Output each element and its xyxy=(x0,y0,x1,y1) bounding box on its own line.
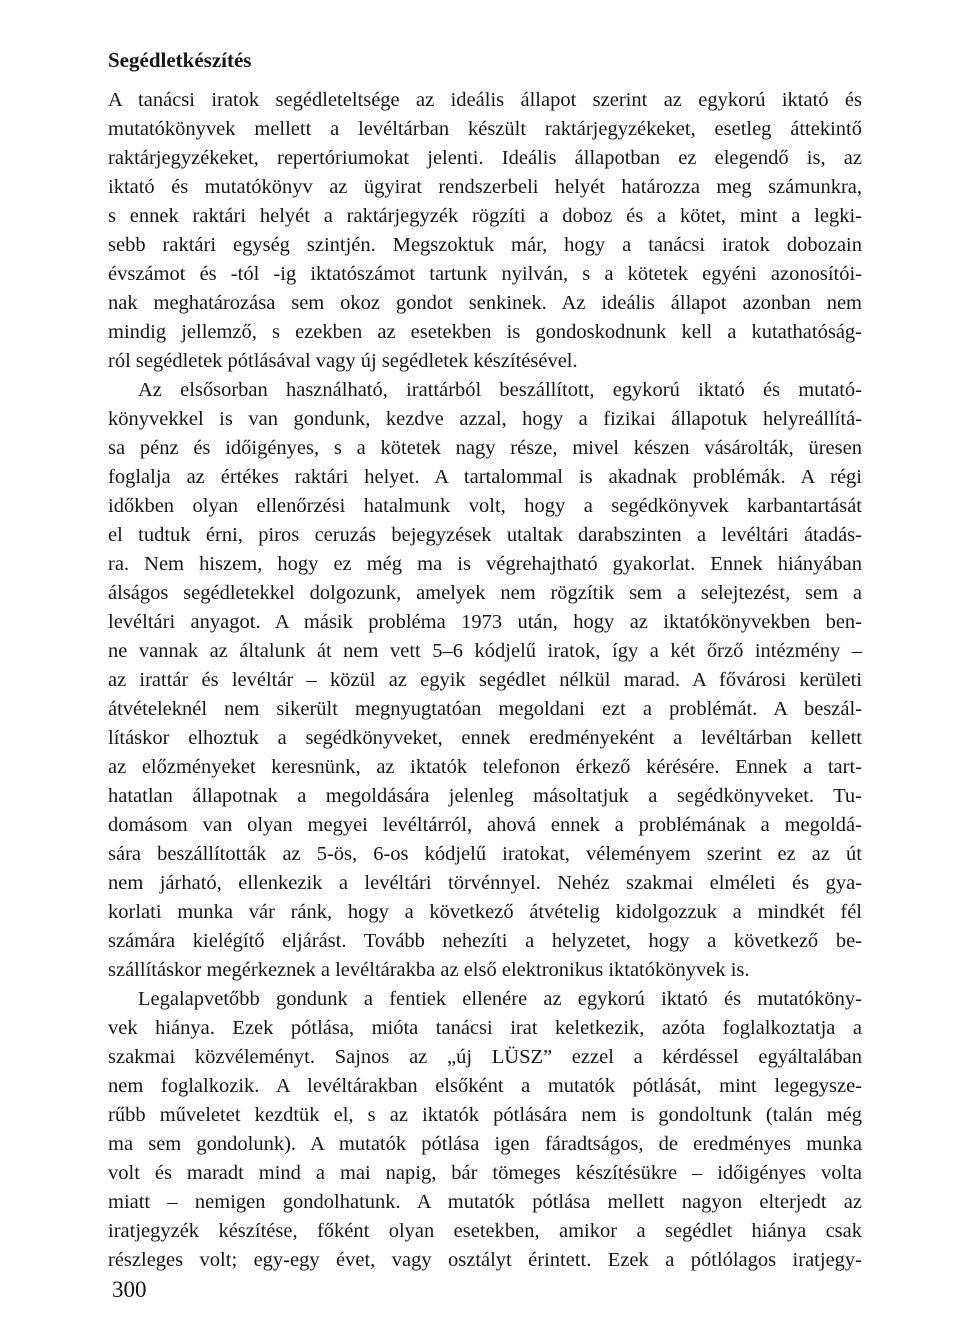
page-number: 300 xyxy=(112,1277,147,1302)
text-line: Legalapvetőbb gondunk a fentiek ellenére az egykorú iktató és mutatóköny- xyxy=(138,988,862,1010)
text-line: lításkor elhoztuk a segédkönyveket, ennek eredményeként a levéltárban kellett xyxy=(108,727,862,749)
text-line: raktárjegyzékeket, repertóriumokat jelenti. Ideális állapotban ez elegendő is, az xyxy=(108,147,862,169)
section-heading: Segédletkészítés xyxy=(108,48,252,72)
text-line: ne vannak az általunk át nem vett 5–6 kódjelű iratok, így a két őrző intézmény – xyxy=(108,640,862,662)
text-line: az előzményeket keresnünk, az iktatók telefonon érkező kérésére. Ennek a tart- xyxy=(108,756,862,778)
text-line: domásom van olyan megyei levéltárról, ahová ennek a problémának a megoldá- xyxy=(108,814,862,836)
text-line: el tudtuk érni, piros ceruzás bejegyzések utaltak darabszinten a levéltári átadás- xyxy=(108,524,862,546)
text-line: ra. Nem hiszem, hogy ez még ma is végrehajtható gyakorlat. Ennek hiányában xyxy=(108,553,862,575)
text-line: sa pénz és időigényes, s a kötetek nagy része, mivel készen vásárolták, üresen xyxy=(108,437,862,459)
text-line: ma sem gondolunk). A mutatók pótlása igen fáradtságos, de eredményes munka xyxy=(108,1133,862,1155)
text-line: időkben olyan ellenőrzési hatalmunk volt, hogy a segédkönyvek karbantartását xyxy=(108,495,862,517)
text-line: ról segédletek pótlásával vagy új segédletek készítésével. xyxy=(108,350,578,372)
text-line: nem járható, ellenkezik a levéltári törvénnyel. Nehéz szakmai elméleti és gya- xyxy=(108,872,862,894)
text-line: miatt – nemigen gondolhatunk. A mutatók pótlása mellett nagyon elterjedt az xyxy=(108,1191,862,1213)
text-line: hatatlan állapotnak a megoldására jelenleg másoltatjuk a segédkönyveket. Tu- xyxy=(108,785,862,807)
text-line: részleges volt; egy-egy évet, vagy osztályt érintett. Ezek a pótlólagos iratjegy- xyxy=(108,1249,862,1271)
text-line: Az elsősorban használható, irattárból beszállított, egykorú iktató és mutató- xyxy=(138,379,862,401)
text-line: sára beszállították az 5-ös, 6-os kódjelű iratokat, véleményem szerint ez az út xyxy=(108,843,862,865)
text-line: mindig jellemző, s ezekben az esetekben is gondoskodnunk kell a kutathatóság- xyxy=(108,321,862,343)
text-line: foglalja az értékes raktári helyet. A tartalommal is akadnak problémák. A régi xyxy=(108,466,862,488)
text-line: számára kielégítő eljárást. Tovább nehezíti a helyzetet, hogy a következő be- xyxy=(108,930,862,952)
text-line: álságos segédletekkel dolgozunk, amelyek nem rögzítik sem a selejtezést, sem a xyxy=(108,582,862,604)
text-line: nem foglalkozik. A levéltárakban elsőként a mutatók pótlását, mint legegysze- xyxy=(108,1075,862,1097)
text-line: sebb raktári egység szintjén. Megszoktuk már, hogy a tanácsi iratok dobozain xyxy=(108,234,862,256)
text-line: iratjegyzék készítése, főként olyan esetekben, amikor a segédlet hiánya csak xyxy=(108,1220,862,1242)
text-line: rűbb műveletet kezdtük el, s az iktatók pótlására nem is gondoltunk (talán még xyxy=(108,1104,862,1126)
text-line: korlati munka vár ránk, hogy a következő átvételig kidolgozzuk a mindkét fél xyxy=(108,901,862,923)
text-line: nak meghatározása sem okoz gondot senkinek. Az ideális állapot azonban nem xyxy=(108,292,862,314)
text-line: volt és maradt mind a mai napig, bár tömeges készítésükre – időigényes volta xyxy=(108,1162,862,1184)
text-line: szakmai közvéleményt. Sajnos az „új LÜSZ” ezzel a kérdéssel egyáltalában xyxy=(108,1046,862,1068)
text-line: könyvekkel is van gondunk, kezdve azzal, hogy a fizikai állapotuk helyreállítá- xyxy=(108,408,862,430)
text-line: az irattár és levéltár – közül az egyik segédlet nélkül marad. A fővárosi kerületi xyxy=(108,669,862,691)
text-line: A tanácsi iratok segédleteltsége az ideális állapot szerint az egykorú iktató és xyxy=(108,89,862,111)
text-line: évszámot és -tól -ig iktatószámot tartunk nyilván, s a kötetek egyéni azonosítói- xyxy=(108,263,862,285)
text-line: s ennek raktári helyét a raktárjegyzék rögzíti a doboz és a kötet, mint a legki- xyxy=(108,205,862,227)
text-line: iktató és mutatókönyv az ügyirat rendszerbeli helyét határozza meg számunkra, xyxy=(108,176,862,198)
text-line: szállításkor megérkeznek a levéltárakba az első elektronikus iktatókönyvek is. xyxy=(108,959,750,981)
text-line: mutatókönyvek mellett a levéltárban készült raktárjegyzékeket, esetleg áttekintő xyxy=(108,118,862,140)
text-line: átvételeknél nem sikerült megnyugtatóan megoldani ezt a problémát. A beszál- xyxy=(108,698,862,720)
text-line: vek hiánya. Ezek pótlása, mióta tanácsi irat keletkezik, azóta foglalkoztatja a xyxy=(108,1017,862,1039)
text-line: levéltári anyagot. A másik probléma 1973 után, hogy az iktatókönyvekben ben- xyxy=(108,611,862,633)
